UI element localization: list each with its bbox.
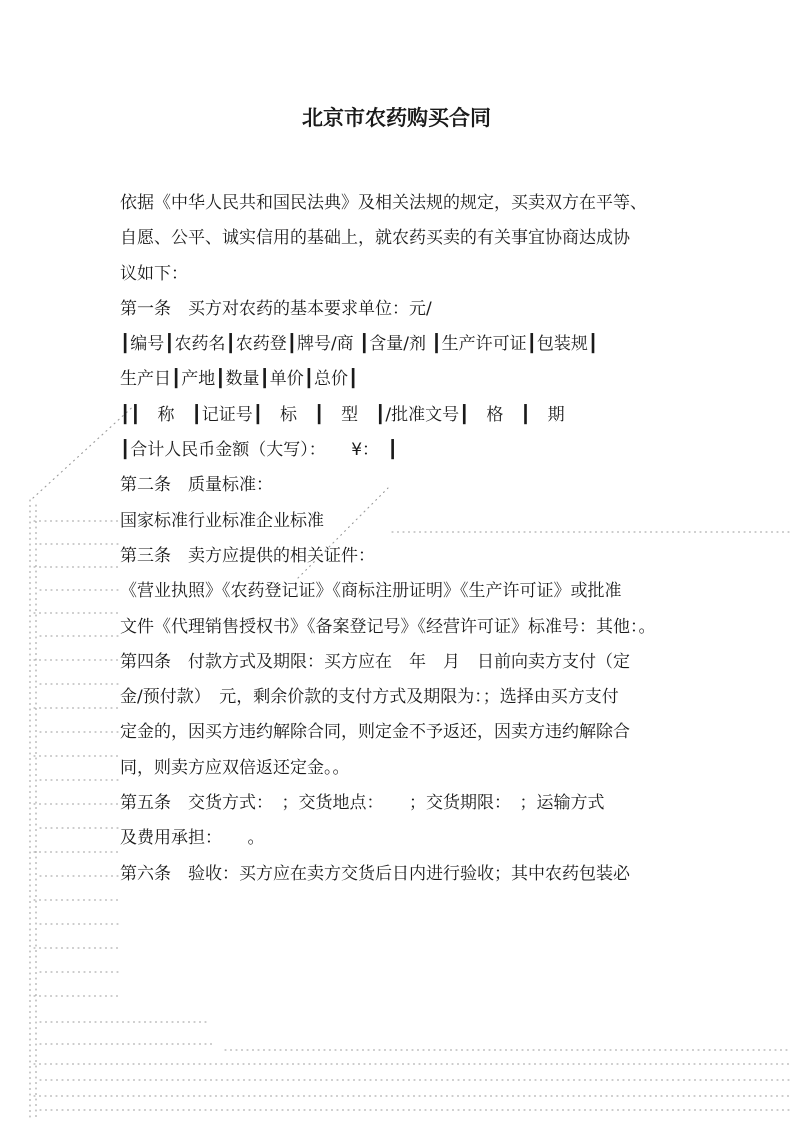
quality-standards: 国家标准行业标准企业标准 bbox=[120, 510, 324, 531]
table-header-row-2: 生产日┃产地┃数量┃单价┃总价┃ bbox=[120, 369, 359, 390]
article-5-line-2: 及费用承担： 。 bbox=[120, 828, 265, 849]
article-4-line-1: 第四条 付款方式及期限：买方应在 年 月 日前向卖方支付（定 bbox=[120, 651, 630, 672]
article-4-line-3: 定金的，因买方违约解除合同，则定金不予返还，因卖方违约解除合 bbox=[120, 722, 630, 743]
body-line-3: 议如下： bbox=[120, 263, 188, 284]
table-total-row: ┃合计人民币金额（大写）： ¥： ┃ bbox=[120, 440, 398, 461]
body-line-1: 依据《中华人民共和国民法典》及相关法规的规定，买卖双方在平等、 bbox=[120, 193, 647, 213]
certificates-line-2: 文件《代理销售授权书》《备案登记号》《经营许可证》标准号：其他：。 bbox=[120, 616, 656, 637]
article-4-line-4: 同，则卖方应双倍返还定金。。 bbox=[120, 757, 350, 778]
contract-title: 北京市农药购买合同 bbox=[302, 106, 491, 130]
article-1-heading: 第一条 买方对农药的基本要求单位：元/ bbox=[120, 298, 432, 319]
article-2-heading: 第二条 质量标准： bbox=[120, 475, 273, 496]
article-3-heading: 第三条 卖方应提供的相关证件： bbox=[120, 545, 375, 566]
certificates-line-1: 《营业执照》《农药登记证》《商标注册证明》《生产许可证》或批准 bbox=[120, 581, 622, 602]
article-5-line-1: 第五条 交货方式： ；交货地点： ；交货期限： ；运输方式 bbox=[120, 793, 605, 814]
table-header-row-1: ┃编号┃农药名┃农药登┃牌号/商 ┃含量/剂 ┃生产许可证┃包装规┃ bbox=[120, 334, 599, 355]
article-6-line-1: 第六条 验收：买方应在卖方交货后日内进行验收；其中农药包装必 bbox=[120, 863, 630, 884]
article-4-line-2: 金/预付款） 元，剩余价款的支付方式及期限为：；选择由买方支付 bbox=[120, 687, 619, 708]
contract-body bbox=[120, 186, 676, 892]
body-line-2: 自愿、公平、诚实信用的基础上，就农药买卖的有关事宜协商达成协 bbox=[120, 228, 630, 249]
table-header-row-3: ┃┃ 称 ┃记证号┃ 标 ┃ 型 ┃/批准文号┃ 格 ┃ 期 bbox=[120, 404, 565, 425]
